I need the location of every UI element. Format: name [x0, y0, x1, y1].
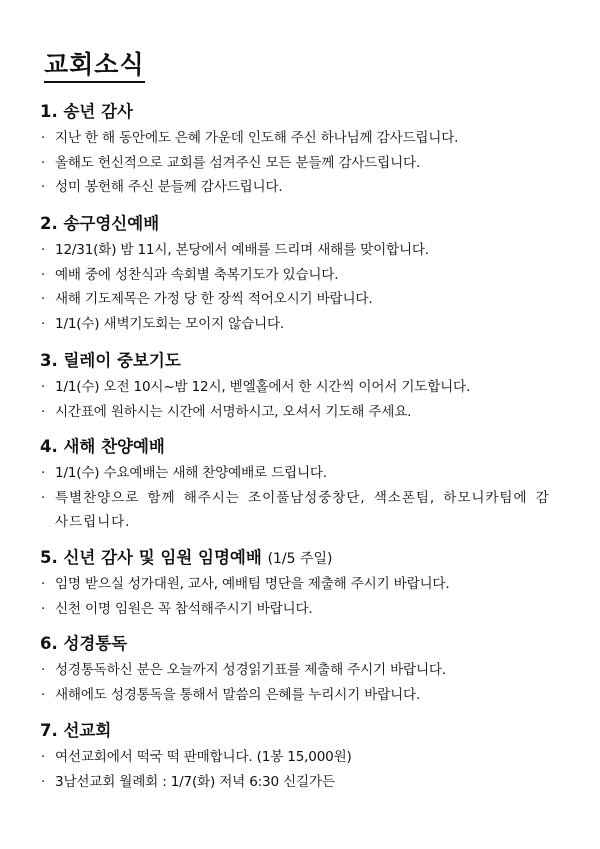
section-heading: 2. 송구영신예배: [40, 214, 160, 233]
list-item: · 임명 받으실 성가대원, 교사, 예배팀 명단을 제출해 주시기 바랍니다.: [40, 572, 570, 597]
bullet: ·: [41, 154, 46, 171]
bullet: ·: [41, 291, 46, 307]
bullet: ·: [41, 266, 46, 283]
bullet: ·: [41, 315, 46, 332]
section-heading: 3. 릴레이 중보기도: [40, 351, 181, 370]
list-item: · 특별찬양으로 함께 해주시는 조이풀남성중창단, 색소폰팀, 하모니카팀에 감사드립니다.: [40, 486, 560, 535]
list-item: · 3남선교회 월례회 : 1/7(화) 저녁 6:30 신길가든: [40, 770, 570, 795]
list-item: · 12/31(화) 밤 11시, 본당에서 예배를 드리며 새해를 맞이합니다.: [40, 238, 570, 263]
section-heading: 7. 선교회: [40, 721, 112, 740]
list-item: · 올해도 헌신적으로 교회를 섬겨주신 모든 분들께 감사드립니다.: [40, 151, 570, 176]
bullet: ·: [41, 179, 46, 195]
section-new-year-eve-service: [40, 212, 570, 336]
page-title: 교회소식: [44, 50, 145, 83]
bullet: ·: [41, 403, 46, 420]
section-heading: 6. 성경통독: [40, 634, 128, 653]
list-item: · 예배 중에 성찬식과 속회별 축복기도가 있습니다.: [40, 263, 570, 288]
list-item: · 새해에도 성경통독을 통해서 말씀의 은혜를 누리시기 바랍니다.: [40, 683, 570, 708]
list-item: · 1/1(수) 오전 10시~밤 12시, 벧엘홀에서 한 시간씩 이어서 기도합니다.: [40, 375, 570, 400]
section-heading: 1. 송년 감사: [40, 102, 133, 121]
list-item: · 1/1(수) 수요예배는 새해 찬양예배로 드립니다.: [40, 461, 570, 486]
list-item: · 성경통독하신 분은 오늘까지 성경읽기표를 제출해 주시기 바랍니다.: [40, 658, 570, 683]
list-item: · 시간표에 원하시는 시간에 서명하시고, 오셔서 기도해 주세요.: [40, 400, 570, 425]
bullet: ·: [41, 686, 46, 703]
bullet: ·: [41, 489, 47, 506]
bullet: ·: [41, 773, 46, 790]
section-appointment-service: [40, 546, 570, 621]
list-item: · 여선교회에서 떡국 떡 판매합니다. (1봉 15,000원): [40, 745, 570, 770]
bullet: ·: [41, 130, 46, 146]
bullet: ·: [41, 600, 46, 617]
section-heading: 5. 신년 감사 및 임원 임명예배 (1/5 주일): [40, 548, 333, 567]
bullet: ·: [41, 465, 46, 481]
list-item: · 새해 기도제목은 가정 당 한 장씩 적어오시기 바랍니다.: [40, 287, 570, 312]
section-thanksgiving: [40, 100, 570, 200]
section-new-year-praise-service: [40, 435, 570, 535]
bullet: ·: [41, 242, 46, 258]
bullet: ·: [41, 576, 46, 592]
list-item: · 신천 이명 임원은 꼭 참석해주시기 바랍니다.: [40, 597, 570, 622]
section-heading-note: (1/5 주일): [267, 551, 333, 567]
section-relay-prayer: [40, 349, 570, 424]
section-bible-reading: [40, 632, 570, 707]
section-mission-society: [40, 719, 570, 794]
bullet: ·: [41, 662, 46, 678]
list-item: · 1/1(수) 새벽기도회는 모이지 않습니다.: [40, 312, 570, 337]
list-item: · 성미 봉헌해 주신 분들께 감사드립니다.: [40, 175, 570, 200]
list-item: · 지난 한 해 동안에도 은혜 가운데 인도해 주신 하나님께 감사드립니다.: [40, 126, 570, 151]
bullet: ·: [41, 749, 46, 765]
section-heading: 4. 새해 찬양예배: [40, 437, 165, 456]
bullet: ·: [41, 379, 46, 395]
